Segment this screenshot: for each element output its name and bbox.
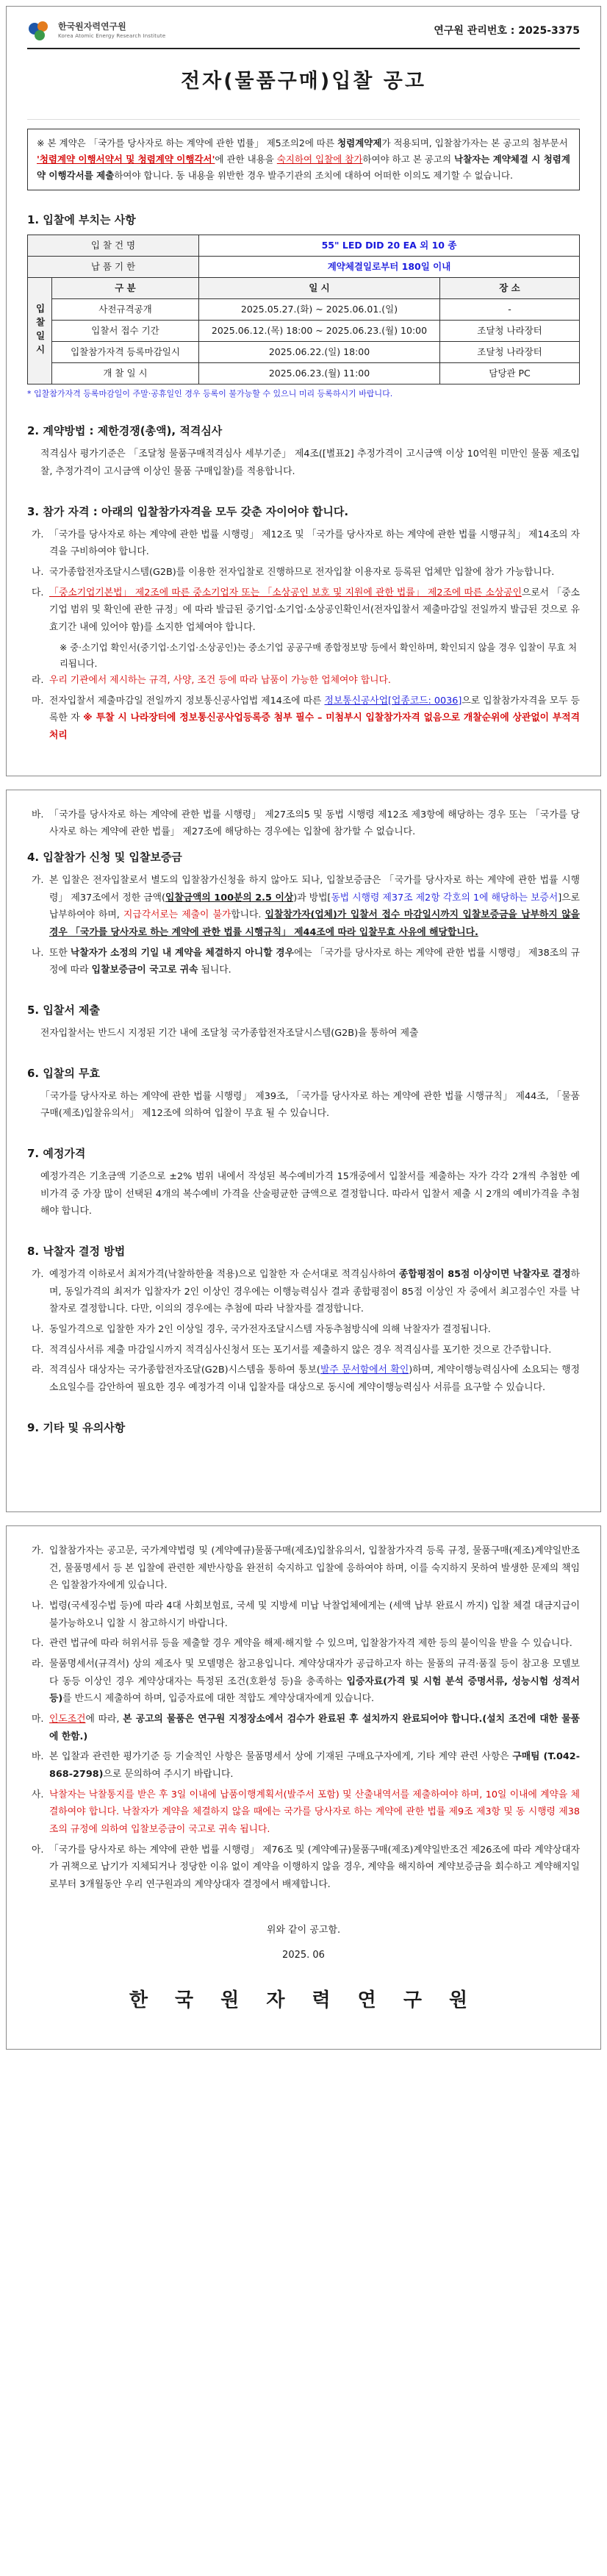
item-highlight: 「중소기업기본법」 제2조에 따른 중소기업자 또는 「소상공인 보호 및 지원에 관한 법률」 제2조에 따른 소상공인 xyxy=(49,587,522,598)
item-highlight: 입찰참가자(업체)가 입찰서 접수 마감일시까지 입찰보증금을 납부하지 않을 경우 「국가를 당사자로 하는 계약에 관한 법률 시행규칙」 제44조에 따라 입찰무효 사유에 해당합니다. xyxy=(49,909,580,939)
notice-text: 하여야 하고 본 공고의 xyxy=(362,154,454,165)
section-2-body: 적격심사 평가기준은 「조달청 물품구매적격심사 세부기준」 제4조([별표2] 추정가격이 고시금액 이상 10억원 미만인 물품 제조입찰, 추정가격이 고시금액 이상인 물품 구매입찰)를 적용합니다. xyxy=(40,448,580,478)
list-subnote: ※ 중·소기업 확인서(중기업·소기업·소상공인)는 중소기업 공공구매 종합정보망 등에서 확인하며, 확인되지 않을 경우 입찰이 무효 처리됩니다. xyxy=(60,642,578,669)
table-value: 55" LED DID 20 EA 외 10 종 xyxy=(199,235,580,256)
item-text: 관련 법규에 따라 허위서류 등을 제출할 경우 계약을 해제·해지할 수 있으며, 입찰참가자격 제한 등의 불이익을 받을 수 있습니다. xyxy=(49,1638,572,1650)
section-1-title: 1. 입찰에 부치는 사항 xyxy=(27,212,136,226)
item-marker: 사. xyxy=(32,1789,44,1800)
document-page-3 xyxy=(6,1525,601,2050)
notice-text: ※ 본 계약은 「국가를 당사자로 하는 계약에 관한 법률」 제5조의2에 따른 xyxy=(37,137,338,149)
item-highlight: 지급각서로는 제출이 불가 xyxy=(123,909,231,921)
section-6-title: 6. 입찰의 무효 xyxy=(27,1066,101,1080)
item-highlight: 동법 시행령 제37조 제2항 각호의 1에 해당하는 보증서 xyxy=(331,892,558,904)
item-highlight: ※ 투찰 시 나라장터에 정보통신공사업등록증 첨부 필수 – 미첨부시 입찰참가자격 없음으로 개찰순위에 상관없이 부적격 처리 xyxy=(49,712,580,742)
item-marker: 다. xyxy=(32,1344,44,1356)
item-marker: 가. xyxy=(32,1269,44,1281)
list-item xyxy=(27,672,580,690)
item-text: 예정가격 이하로서 최저가격(낙찰하한율 적용)으로 입찰한 자 순서대로 적격심사하여 xyxy=(49,1269,399,1281)
list-item xyxy=(27,564,580,582)
item-highlight: 정보통신공사업[업종코드: 0036] xyxy=(324,695,462,706)
item-text: 적격심사 대상자는 국가종합전자조달(G2B)시스템을 통하여 통보( xyxy=(49,1364,320,1376)
item-highlight: 발주 문서함에서 확인 xyxy=(320,1364,409,1376)
list-item xyxy=(27,1635,580,1653)
item-text: 하며, 동일가격의 최저가 입찰자가 2인 이상인 경우에는 이행능력심사 결과 종합평점이 85점 이상인 자 중에서 최고점수인 자를 낙찰자로 결정합니다. 다만, 이의의 경우에는 추첨에 따라 낙찰자를 결정합니다. xyxy=(49,1269,580,1315)
notice-text: 에 관한 내용을 xyxy=(215,154,277,165)
section-5-title: 5. 입찰서 제출 xyxy=(27,1003,101,1017)
item-marker: 나. xyxy=(32,1324,44,1336)
list-item xyxy=(27,1656,580,1708)
item-marker: 마. xyxy=(32,695,44,706)
notice-date: 2025. 06 xyxy=(282,1950,325,1961)
item-marker: 나. xyxy=(32,1600,44,1611)
item-text: 적격심사서류 제출 마감일시까지 적격심사신청서 또는 포기서를 제출하지 않은 경우 적격심사를 포기한 것으로 간주합니다. xyxy=(49,1344,552,1356)
list-item xyxy=(27,945,580,979)
section-4-title: 4. 입찰참가 신청 및 입찰보증금 xyxy=(27,851,182,865)
item-marker: 마. xyxy=(32,1713,44,1725)
item-marker: 가. xyxy=(32,1545,44,1556)
closing-text: 위와 같이 공고함. xyxy=(266,1924,341,1936)
list-item xyxy=(27,693,580,745)
list-item xyxy=(27,872,580,942)
logo xyxy=(27,20,165,42)
item-marker: 라. xyxy=(32,1658,44,1670)
table-col-header: 일 시 xyxy=(199,277,440,298)
list-item xyxy=(27,1362,580,1396)
section-7-body: 예정가격은 기초금액 기준으로 ±2% 범위 내에서 작성된 복수예비가격 15개중에서 입찰서를 제출하는 자가 각각 2개씩 추첨한 예비가격 중 가장 많이 선택된 4개의 복수예비 가격을 산술평균한 금액으로 결정합니다. 따라서 입찰서 제출 시 2개의 예비가격을 추첨해야 합니다. xyxy=(40,1171,580,1217)
table-cell: - xyxy=(440,298,580,320)
item-marker: 바. xyxy=(32,1751,44,1763)
list-item xyxy=(27,1711,580,1745)
list-item xyxy=(27,1842,580,1894)
item-text: )하며, 계약이행능력심사에 소요되는 행정소요일수를 감안하여 필요한 경우 예정가격 이내 입찰자를 대상으로 동시에 계약이행능력심사 서류를 요구할 수 있습니다. xyxy=(49,1364,580,1394)
doc-number: 연구원 관리번호 : 2025-3375 xyxy=(434,24,580,37)
item-text: 에 따라, xyxy=(85,1713,123,1725)
table-cell: 입찰서 접수 기간 xyxy=(52,320,199,341)
notice-text: 청렴계약제 xyxy=(337,137,382,149)
list-item xyxy=(27,584,580,637)
item-marker: 다. xyxy=(32,587,44,598)
item-text: 본 입찰과 관련한 평가기준 등 기술적인 사항은 물품명세서 상에 기재된 구매요구자에게, 기타 계약 관련 사항은 xyxy=(49,1751,513,1763)
table-cell: 담당관 PC xyxy=(440,362,580,384)
section-8-title: 8. 낙찰자 결정 방법 xyxy=(27,1245,126,1259)
table-cell: 2025.06.23.(월) 11:00 xyxy=(199,362,440,384)
item-text: 「국가를 당사자로 하는 계약에 관한 법률 시행령」 제12조 및 「국가를 당사자로 하는 계약에 관한 법률 시행규칙」 제14조의 자격을 구비하여야 합니다. xyxy=(49,529,580,558)
item-marker: 라. xyxy=(32,675,44,687)
item-text: 으로서 「중소기업 범위 및 확인에 관한 규정」에 따라 발급된 중기업·소기업·소상공인확인서(전자입찰서 제출마감일 전일까지 발급된 것으로 유효기간 내에 있어야 함)를 소지한 업체여야 합니다. xyxy=(49,587,580,634)
item-text: ]으로 납부하여야 하며, xyxy=(49,892,581,921)
page-title: 전자(물품구매)입찰 공고 xyxy=(27,49,580,120)
kaeri-logo-icon xyxy=(27,20,52,42)
item-highlight: 입찰금액의 100분의 2.5 이상 xyxy=(165,892,294,904)
item-highlight: 본 공고의 물품은 연구원 지정장소에서 검수가 완료된 후 설치까지 완료되어야 합니다.(설치 조건에 대한 물품에 한함.) xyxy=(49,1713,580,1742)
item-text: 합니다. xyxy=(231,909,265,921)
document-page-1 xyxy=(6,6,601,776)
list-item xyxy=(27,1598,580,1632)
bid-info-table xyxy=(27,235,580,384)
section-3-title: 3. 참가 자격 : 아래의 입찰참가자격을 모두 갖춘 자이어야 합니다. xyxy=(27,504,349,518)
table-label: 납 품 기 한 xyxy=(28,256,199,277)
item-highlight: 낙찰자는 낙찰통지를 받은 후 3일 이내에 납품이행계획서(발주서 포함) 및 산출내역서를 제출하여야 하며, 10일 이내에 계약을 체결하여야 합니다. 낙찰자가 계약을 체결하지 않을 때에는 국가를 당사자로 하는 계약에 관한 법률 제9조 제3항 및 동 시행령 제38조의 규정에 의하여 입찰보증금이 국고로 귀속 됩니다. xyxy=(49,1789,580,1835)
item-marker: 가. xyxy=(32,529,44,540)
table-cell: 조달청 나라장터 xyxy=(440,341,580,362)
notice-highlight: '청렴계약 이행서약서 및 청렴계약 이행각서' xyxy=(37,154,215,165)
item-marker: 나. xyxy=(32,567,44,579)
item-text: 됩니다. xyxy=(198,965,231,976)
list-item xyxy=(27,806,580,841)
item-highlight: 낙찰자가 소정의 기일 내 계약을 체결하지 아니할 경우 xyxy=(70,947,294,959)
integrity-notice xyxy=(27,129,580,190)
org-eng-name: Korea Atomic Energy Research Institute xyxy=(58,32,166,39)
item-highlight: 종합평점이 85점 이상이면 낙찰자로 결정 xyxy=(398,1269,571,1281)
table-cell: 2025.06.22.(일) 18:00 xyxy=(199,341,440,362)
item-text: 국가종합전자조달시스템(G2B)를 이용한 전자입찰로 진행하므로 전자입찰 이용자로 등록된 업체만 입찰에 참가 가능합니다. xyxy=(49,567,555,579)
document-page-2 xyxy=(6,790,601,1512)
item-text: 를 반드시 제출하여 하며, 입증자료에 대한 적합도 계약상대자에게 있습니다. xyxy=(62,1693,375,1705)
list-item xyxy=(27,1342,580,1359)
item-text: 또한 xyxy=(49,947,71,959)
item-text: 법령(국세징수법 등)에 따라 4대 사회보험료, 국세 및 지방세 미납 낙찰업체에게는 (세액 납부 완료시 까지) 입찰 체결 대금지급이 불가능하오니 입찰 시 참고하시기 바랍니다. xyxy=(49,1600,580,1629)
section-5-body: 전자입찰서는 반드시 지정된 기간 내에 조달청 국가종합전자조달시스템(G2B)을 통하여 제출 xyxy=(40,1028,419,1040)
table-side-label: 입찰일시 xyxy=(28,277,52,384)
item-text: 으로 문의하여 주시기 바랍니다. xyxy=(103,1768,234,1780)
item-text: 입찰참가자는 공고문, 국가계약법령 및 (계약예규)물품구매(제조)입찰유의서, 입찰참가자격 등록 규정, 물품구매(제조)계약일반조건, 물품명세서 등 본 입찰에 관련한 제반사항을 완전히 숙지하고 입찰에 응하여야 하며, 이를 숙지하지 못하여 발생한 문제의 책임은 입찰참가자에게 있습니다. xyxy=(49,1545,580,1592)
list-item xyxy=(27,1542,580,1595)
item-text: 본 입찰은 전자입찰로서 별도의 입찰참가신청을 하지 않아도 되나, 입찰보증금은 「국가를 당사자로 하는 계약에 관한 법률 시행령」 제37조에서 정한 금액( xyxy=(49,875,580,904)
section-9-title: 9. 기타 및 유의사항 xyxy=(27,1420,126,1434)
item-marker: 나. xyxy=(32,947,44,959)
table-footnote: * 입찰참가자격 등록마감일이 주말·공휴일인 경우 등록이 불가능할 수 있으니 미리 등록하시기 바랍니다. xyxy=(27,388,393,398)
table-col-header: 구 분 xyxy=(52,277,199,298)
list-item xyxy=(27,1266,580,1318)
table-cell: 조달청 나라장터 xyxy=(440,320,580,341)
item-text: 전자입찰서 제출마감일 전일까지 정보통신공사업법 제14조에 따른 xyxy=(49,695,325,706)
item-highlight: 구매팀 (T.042-868-2798) xyxy=(49,1751,581,1780)
item-marker: 가. xyxy=(32,875,44,887)
item-marker: 바. xyxy=(32,809,44,820)
item-text: 「국가를 당사자로 하는 계약에 관한 법률 시행령」 제27조의5 및 동법 시행령 제12조 제3항에 해당하는 경우 또는 「국가를 당사자로 하는 계약에 관한 법률」 제27조에 해당하는 경우에는 입찰에 참가할 수 없습니다. xyxy=(49,809,580,838)
org-name: 한국원자력연구원 xyxy=(58,21,126,32)
notice-highlight: 숙지하여 입찰에 참가 xyxy=(276,154,363,165)
item-text: 「국가를 당사자로 하는 계약에 관한 법률 시행령」 제76조 및 (계약예규)물품구매(제조)계약일반조건 제26조에 따라 계약상대자가 귀책으로 납기가 지체되거나 정당한 이유 없이 계약을 이행하지 않을 경우, 계약을 해지하여 계약보증금을 회수하고 계약해지일로부터 3개월동안 우리 연구원과의 계약상대자 결정에서 배제합니다. xyxy=(49,1844,580,1890)
table-cell: 입찰참가자격 등록마감일시 xyxy=(52,341,199,362)
table-cell: 개 찰 일 시 xyxy=(52,362,199,384)
list-item xyxy=(27,1748,580,1783)
item-marker: 다. xyxy=(32,1638,44,1650)
document-header xyxy=(27,7,580,49)
section-2-title: 2. 계약방법 : 제한경쟁(총액), 적격심사 xyxy=(27,424,223,438)
item-text: 에는 「국가를 당사자로 하는 계약에 관한 법률 시행령」 제38조의 규정에 따라 xyxy=(49,947,580,976)
table-label: 입 찰 건 명 xyxy=(28,235,199,256)
item-text: 으로 입찰참가자격을 모두 등록한 자 xyxy=(49,695,580,724)
list-item xyxy=(27,1321,580,1339)
table-cell: 2025.05.27.(화) ~ 2025.06.01.(일) xyxy=(199,298,440,320)
item-highlight: 입찰보증금이 국고로 귀속 xyxy=(91,965,198,976)
item-highlight: 인도조건 xyxy=(49,1713,86,1725)
table-value: 계약체결일로부터 180일 이내 xyxy=(199,256,580,277)
table-cell: 2025.06.12.(목) 18:00 ~ 2025.06.23.(월) 10:00 xyxy=(199,320,440,341)
item-highlight: 입증자료(가격 및 시험 분석 증명서류, 성능시험 성적서 등) xyxy=(49,1675,580,1705)
signer-name: 한 국 원 자 력 연 구 원 xyxy=(129,1989,478,2012)
section-7-title: 7. 예정가격 xyxy=(27,1147,86,1161)
notice-text: 낙찰자는 계약체결 시 청렴계약 이행각서를 제출 xyxy=(37,154,570,181)
item-text: )과 방법[ xyxy=(293,892,331,904)
item-highlight: 우리 기관에서 제시하는 규격, 사양, 조건 등에 따라 납품이 가능한 업체여야 합니다. xyxy=(49,675,391,687)
table-cell: 사전규격공개 xyxy=(52,298,199,320)
item-text: 물품명세서(규격서) 상의 제조사 및 모델명은 참고용입니다. 계약상대자가 공급하고자 하는 물품의 규격·품질 등이 참고용 모델보다 동등 이상인 경우 계약상대자는 특정된 조건(호환성 등)을 충족하는 xyxy=(49,1658,580,1687)
table-col-header: 장 소 xyxy=(440,277,580,298)
notice-text: 가 적용되며, 입찰참가자는 본 공고의 첨부문서 xyxy=(381,137,568,149)
item-text: 동일가격으로 입찰한 자가 2인 이상일 경우, 국가전자조달시스템 자동추첨방식에 의해 낙찰자가 결정됩니다. xyxy=(49,1324,491,1336)
list-item xyxy=(27,1786,580,1839)
item-marker: 아. xyxy=(32,1844,44,1856)
list-item xyxy=(27,526,580,561)
notice-text: 하여야 합니다. 동 내용을 위반한 경우 발주기관의 조치에 대하여 어떠한 이의도 제기할 수 없습니다. xyxy=(114,169,513,181)
section-6-body: 「국가를 당사자로 하는 계약에 관한 법률 시행령」 제39조, 「국가를 당사자로 하는 계약에 관한 법률 시행규칙」 제44조, 「물품구매(제조)입찰유의서」 제12조에 의하여 입찰이 무효 될 수 있습니다. xyxy=(40,1090,580,1120)
item-marker: 라. xyxy=(32,1364,44,1376)
